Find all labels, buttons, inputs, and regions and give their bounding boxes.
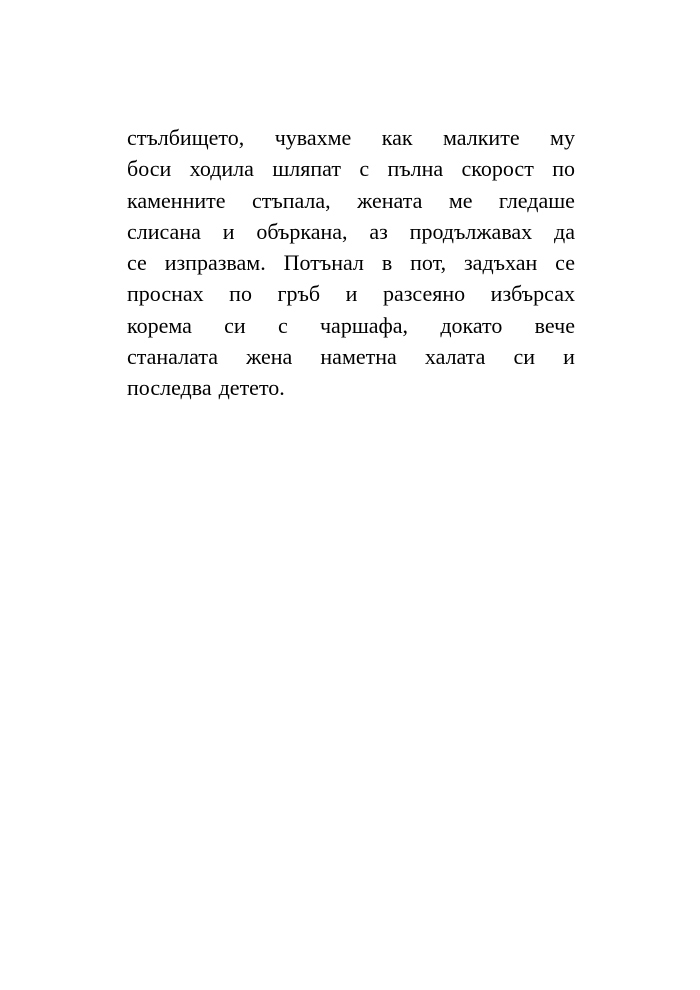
word: пот, <box>410 250 447 276</box>
word: слисана <box>127 218 201 244</box>
word: малките <box>443 125 520 150</box>
word: корема <box>127 312 192 338</box>
word: си <box>513 344 536 370</box>
word: чувахме <box>274 125 352 150</box>
word: проснах <box>127 281 204 307</box>
word: избърсах <box>490 281 575 307</box>
word: детето. <box>218 375 285 401</box>
word: пълна <box>387 156 444 182</box>
word: по <box>552 156 575 182</box>
word: как <box>381 125 413 150</box>
text-line <box>127 153 575 184</box>
text-line <box>127 278 575 309</box>
word: докато <box>440 312 503 338</box>
word: жена <box>246 344 293 370</box>
word: и <box>563 344 575 370</box>
word: стълбището, <box>127 125 245 150</box>
word: жената <box>357 187 423 213</box>
word: изпразвам. <box>164 250 266 276</box>
word: скорост <box>461 156 534 182</box>
word: продължавах <box>409 218 533 244</box>
word: и <box>222 218 235 244</box>
word: стъпала, <box>251 187 331 213</box>
word: каменните <box>127 187 226 213</box>
word: да <box>554 218 575 244</box>
word: му <box>550 125 575 150</box>
word: аз <box>369 218 388 244</box>
word: с <box>359 156 370 182</box>
word: си <box>224 312 246 338</box>
word: гръб <box>277 281 321 307</box>
text-line <box>127 122 575 153</box>
word: с <box>277 312 288 338</box>
word: задъхан <box>463 250 538 276</box>
word: ме <box>448 187 473 213</box>
word: по <box>229 281 252 307</box>
word: боси <box>127 156 172 182</box>
word: наметна <box>320 344 397 370</box>
word: объркана, <box>256 218 348 244</box>
text-line <box>127 341 575 372</box>
text-line <box>127 372 575 403</box>
word: гледаше <box>498 187 575 213</box>
word: чаршафа, <box>319 312 409 338</box>
text-line <box>127 216 575 247</box>
text-line <box>127 185 575 216</box>
word: ходила <box>189 156 254 182</box>
word: халата <box>424 344 486 370</box>
text-line <box>127 247 575 278</box>
word: Потънал <box>283 250 364 276</box>
word: шляпат <box>272 156 341 182</box>
word: се <box>127 250 147 276</box>
word: в <box>381 250 393 276</box>
word: разсеяно <box>382 281 466 307</box>
word: и <box>345 281 358 307</box>
text-line <box>127 310 575 341</box>
word: станалата <box>127 344 218 370</box>
word: се <box>555 250 575 276</box>
word: последва <box>127 375 212 401</box>
word: вече <box>534 312 575 338</box>
paragraph <box>127 122 575 404</box>
